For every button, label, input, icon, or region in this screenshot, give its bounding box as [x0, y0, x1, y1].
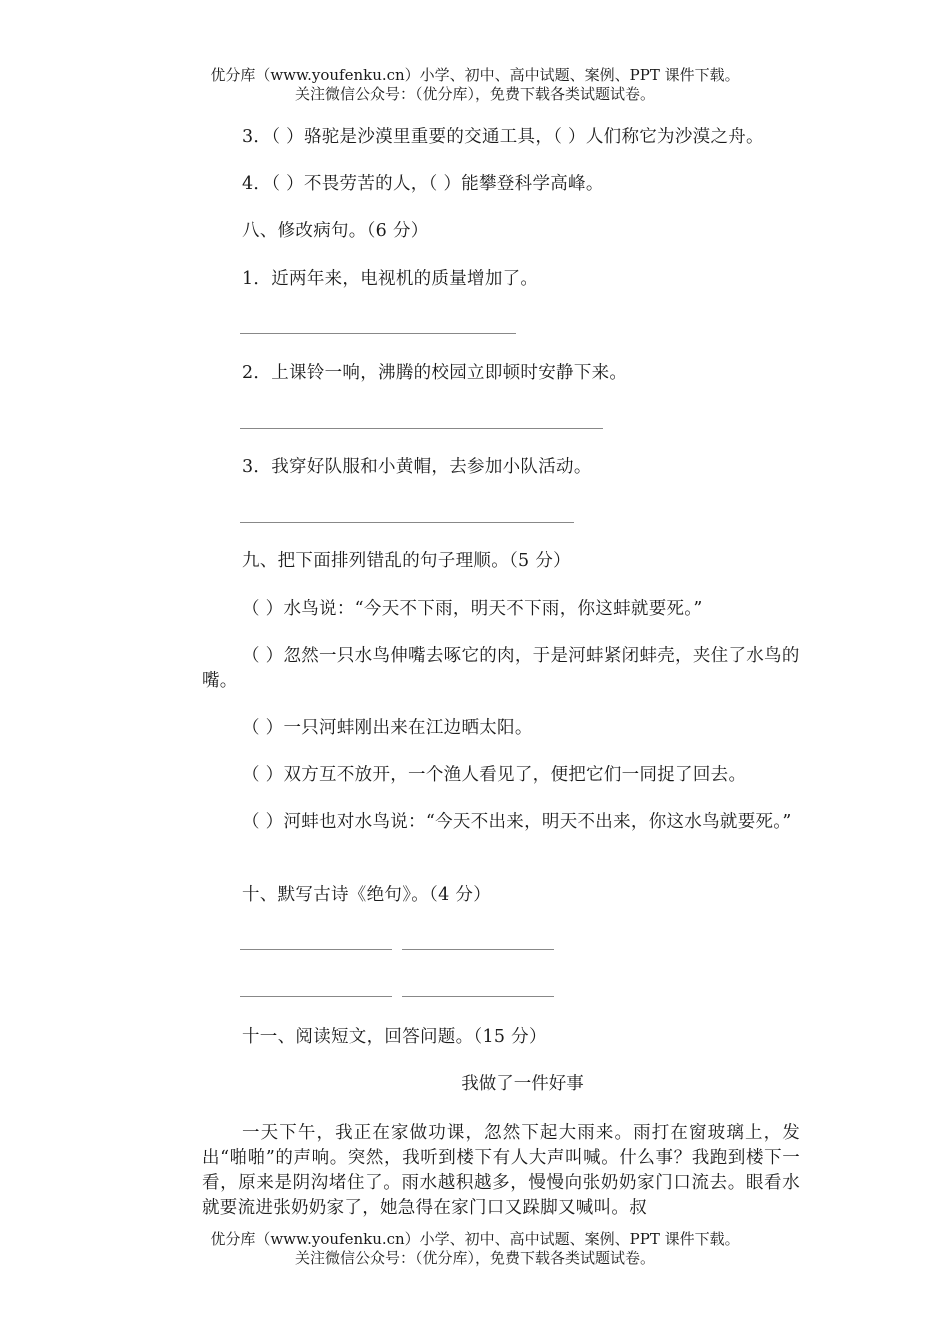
- question-7-3: 3．（ ）骆驼是沙漠里重要的交通工具，（ ）人们称它为沙漠之舟。: [242, 127, 764, 147]
- answer-line-8-1[interactable]: [240, 333, 516, 334]
- sentence-9-4: （ ）双方互不放开，一个渔人看见了，便把它们一同捉了回去。: [242, 765, 747, 785]
- footer-line-2: 关注微信公众号：（优分库），免费下载各类试题试卷。: [294, 1249, 655, 1267]
- header-line-1: 优分库（www.youfenku.cn）小学、初中、高中试题、案例、PPT 课件下载。: [210, 66, 740, 84]
- sentence-9-2: （ ）忽然一只水鸟伸嘴去啄它的肉，于是河蚌紧闭蚌壳，夹住了水鸟的嘴。: [202, 646, 800, 691]
- poem-line-2b[interactable]: [402, 996, 554, 997]
- page-footer: [0, 1230, 950, 1268]
- story-paragraph: 一天下午，我正在家做功课，忽然下起大雨来。雨打在窗玻璃上，发出“啪啪”的声响。突然，我听到楼下有人大声叫喊。什么事？我跑到楼下一看，原来是阴沟堵住了。雨水越积越多，慢慢向张奶奶家门口流去。眼看水就要流进张奶奶家了，她急得在家门口又跺脚又喊叫。叔: [202, 1123, 800, 1218]
- answer-line-8-3[interactable]: [240, 522, 574, 523]
- poem-line-2a[interactable]: [240, 996, 392, 997]
- section-8-heading: 八、修改病句。（6 分）: [242, 221, 429, 241]
- question-8-3: 3．我穿好队服和小黄帽，去参加小队活动。: [242, 457, 592, 477]
- question-7-4: 4．（ ）不畏劳苦的人，（ ）能攀登科学高峰。: [242, 174, 604, 194]
- footer-line-1: 优分库（www.youfenku.cn）小学、初中、高中试题、案例、PPT 课件下载。: [210, 1230, 740, 1248]
- story-title: 我做了一件好事: [461, 1074, 584, 1094]
- sentence-9-5: （ ）河蚌也对水鸟说：“今天不出来，明天不出来，你这水鸟就要死。”: [242, 812, 792, 832]
- poem-line-1b[interactable]: [402, 949, 554, 950]
- question-8-1: 1．近两年来，电视机的质量增加了。: [242, 269, 539, 289]
- section-10-heading: 十、默写古诗《绝句》。（4 分）: [242, 885, 491, 905]
- page-header: [0, 66, 950, 104]
- header-line-2: 关注微信公众号：（优分库），免费下载各类试题试卷。: [294, 85, 655, 103]
- sentence-9-3: （ ）一只河蚌刚出来在江边晒太阳。: [242, 718, 533, 738]
- section-11-heading: 十一、阅读短文，回答问题。（15 分）: [242, 1027, 547, 1047]
- answer-line-8-2[interactable]: [240, 428, 603, 429]
- section-9-heading: 九、把下面排列错乱的句子理顺。（5 分）: [242, 551, 571, 571]
- poem-line-1a[interactable]: [240, 949, 392, 950]
- question-8-2: 2．上课铃一响，沸腾的校园立即顿时安静下来。: [242, 363, 628, 383]
- sentence-9-1: （ ）水鸟说：“今天不下雨，明天不下雨，你这蚌就要死。”: [242, 599, 703, 619]
